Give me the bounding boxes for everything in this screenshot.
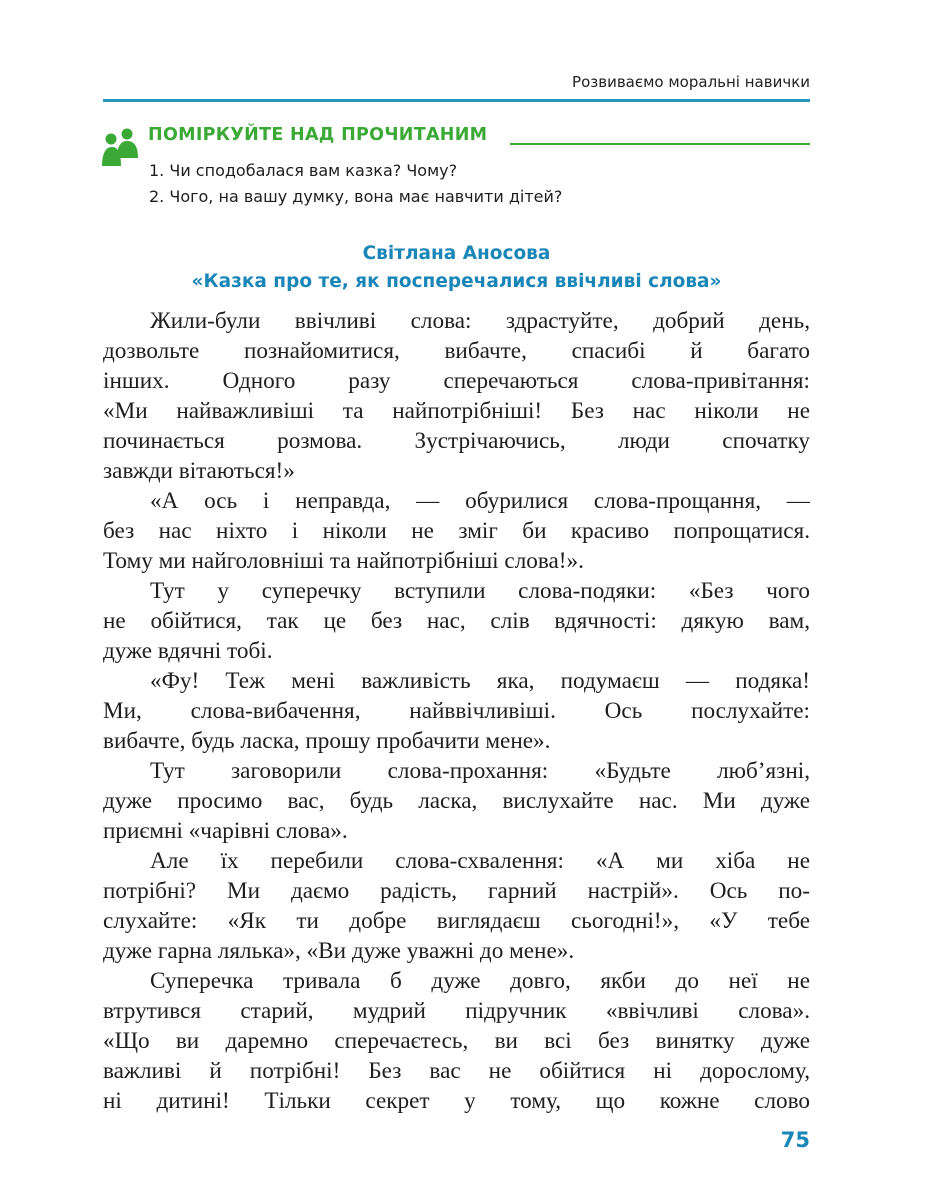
text-line: втрутився старий, мудрий підручник «ввічливі слова». <box>103 998 810 1024</box>
text-line: слухайте: «Як ти добре виглядаєш сьогодні!», «У тебе <box>103 908 810 934</box>
question-list <box>149 158 562 210</box>
text-line: вибачте, будь ласка, прошу пробачити мене». <box>103 728 551 754</box>
paragraph <box>103 846 810 966</box>
text-line: не обійтися, так це без нас, слів вдячності: дякую вам, <box>103 608 810 634</box>
text-line: Але їх перебили слова-схвалення: «А ми хіба не <box>150 848 810 874</box>
text-line: «Фу! Теж мені важливість яка, подумаєш — подяка! <box>150 668 810 694</box>
paragraph <box>103 666 810 756</box>
text-line: ні дитині! Тільки секрет у тому, що кожне слово <box>103 1088 810 1114</box>
text-line: дуже гарна лялька», «Ви дуже уважні до мене». <box>103 938 575 964</box>
people-group-icon <box>100 126 140 166</box>
story-title: «Казка про те, як посперечалися ввічливі слова» <box>191 271 722 292</box>
text-line: важливі й потрібні! Без вас не обійтися ні дорослому, <box>103 1058 810 1084</box>
text-line: приємні «чарівні слова». <box>103 818 348 844</box>
page-number: 75 <box>780 1128 810 1152</box>
text-line: «А ось і неправда, — обурилися слова-прощання, — <box>150 488 810 514</box>
text-line: завжди вітаються!» <box>103 458 295 484</box>
story-author: Світлана Аносова <box>362 243 551 264</box>
text-line: Жили-були ввічливі слова: здрастуйте, добрий день, <box>150 308 810 334</box>
heading-rule <box>510 143 810 145</box>
question-item: 1. Чи сподобалася вам казка? Чому? <box>149 161 458 180</box>
text-line: дуже вдячні тобі. <box>103 638 273 664</box>
text-line: «Що ви даремно сперечаєтесь, ви всі без винятку дуже <box>103 1028 810 1054</box>
paragraph <box>103 756 810 846</box>
text-line: Тут у суперечку вступили слова-подяки: «Без чого <box>150 578 810 604</box>
text-line: без нас ніхто і ніколи не зміг би красиво попрощатися. <box>103 518 810 544</box>
paragraph <box>103 576 810 666</box>
text-line: «Ми найважливіші та найпотрібніші! Без нас ніколи не <box>103 398 810 424</box>
text-line: Тут заговорили слова-прохання: «Будьте люб’язні, <box>150 758 810 784</box>
text-line: дозвольте познайомитися, вибачте, спасибі й багато <box>103 338 810 364</box>
reflection-heading: ПОМІРКУЙТЕ НАД ПРОЧИТАНИМ <box>148 125 488 145</box>
paragraph <box>103 306 810 486</box>
running-header: Розвиваємо моральні навички <box>572 73 810 91</box>
header-rule <box>103 99 810 102</box>
text-line: Тому ми найголовніші та найпотрібніші слова!». <box>103 548 584 574</box>
paragraph <box>103 966 810 1116</box>
text-line: починається розмова. Зустрічаючись, люди спочатку <box>103 428 810 454</box>
story-text <box>103 306 810 1116</box>
paragraph <box>103 486 810 576</box>
text-line: потрібні? Ми даємо радість, гарний настрій». Ось по- <box>103 878 810 904</box>
text-line: дуже просимо вас, будь ласка, вислухайте нас. Ми дуже <box>103 788 810 814</box>
text-line: Суперечка тривала б дуже довго, якби до неї не <box>150 968 810 994</box>
text-line: інших. Одного разу сперечаються слова-привітання: <box>103 368 810 394</box>
text-line: Ми, слова-вибачення, найввічливіші. Ось послухайте: <box>103 698 810 724</box>
question-item: 2. Чого, на вашу думку, вона має навчити дітей? <box>149 187 563 206</box>
